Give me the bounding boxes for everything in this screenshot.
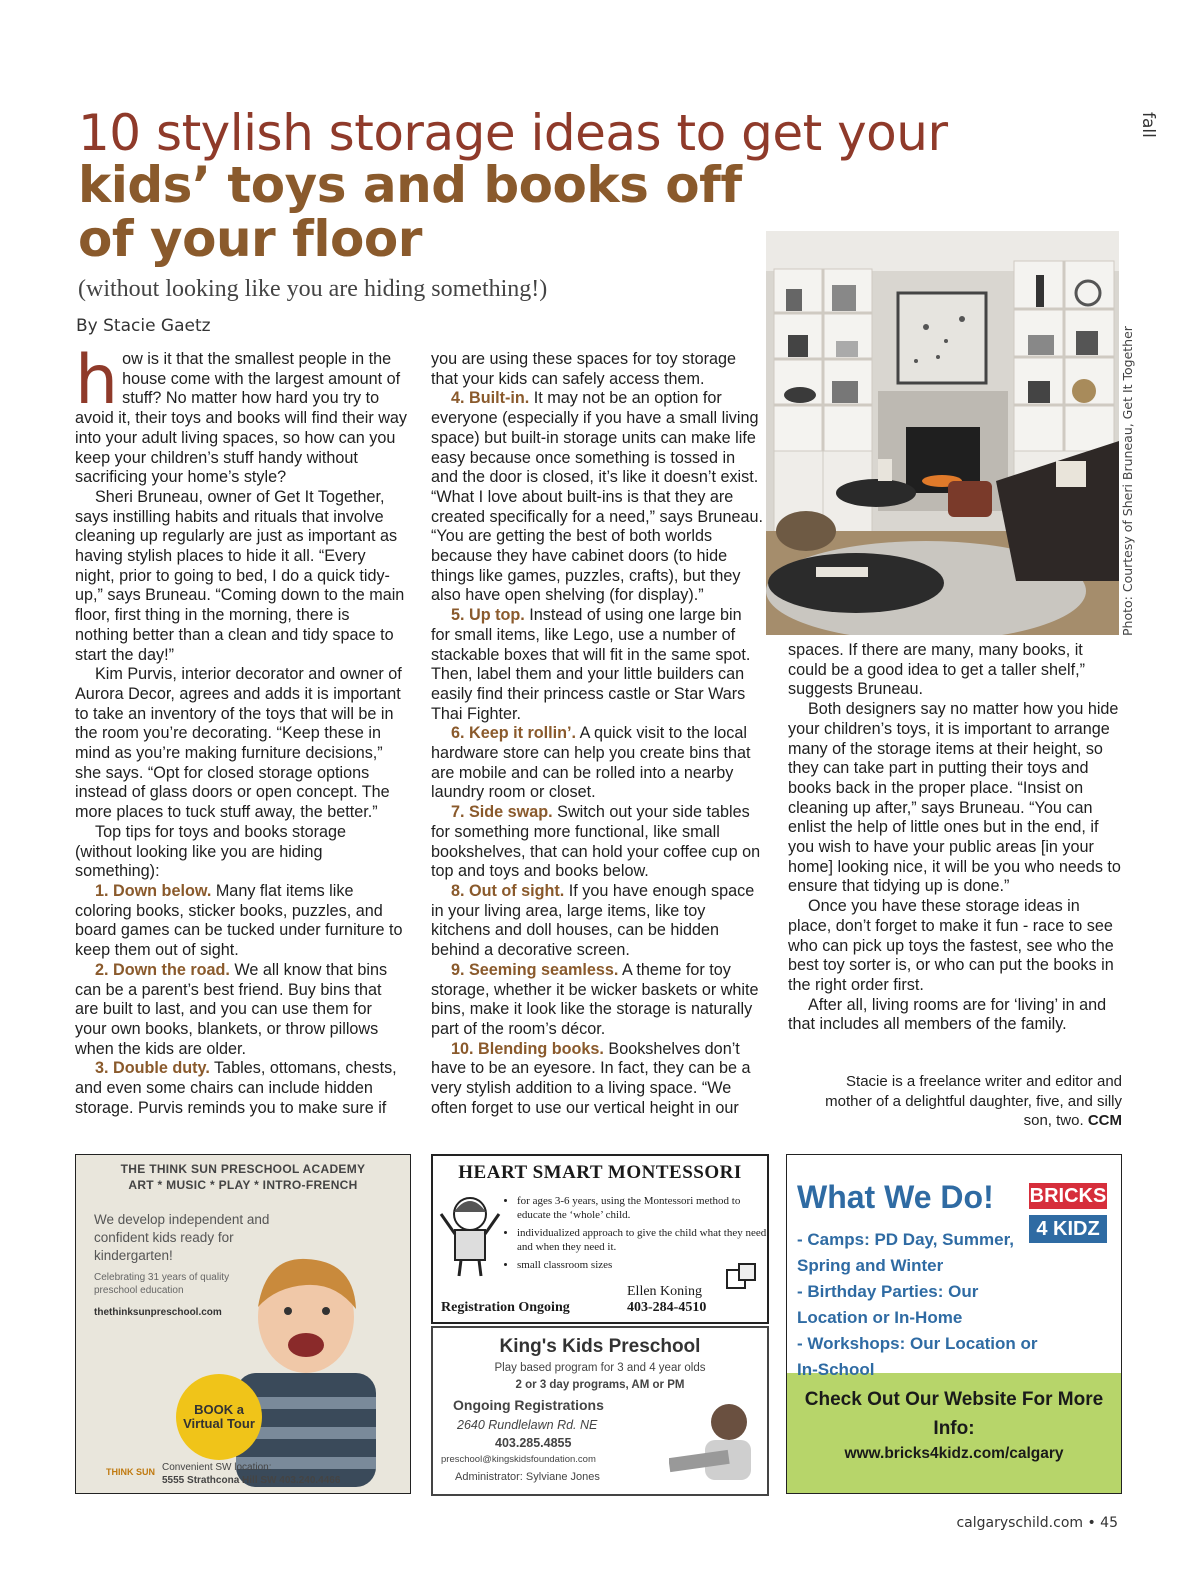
ad-think-sun-preschool[interactable] <box>75 1154 411 1494</box>
tip-label: 9. Seeming seamless. <box>451 960 619 979</box>
ad-services-list <box>797 1227 1047 1383</box>
ad-header: THE THINK SUN PRESCHOOL ACADEMY ART * MUSIC * PLAY * INTRO-FRENCH <box>120 1162 366 1192</box>
child-drawing-photo <box>669 1394 759 1484</box>
think-sun-logo: THINK SUN <box>106 1467 155 1477</box>
byline: By Stacie Gaetz <box>76 316 211 336</box>
ad-celebrating: Celebrating 31 years of quality preschool education <box>94 1272 230 1296</box>
paragraph: Sheri Bruneau, owner of Get It Together, says instilling habits and rituals that involve cleaning up regularly are just as important as having stylish places to hide it all. “Every night, prior to going to bed, I do a quick tidy-up,” says Bruneau. “Coming down to the main floor, first thing in the morning, there is nothing better than a clean and tidy space to start the day!” <box>75 487 405 664</box>
book-tour-badge[interactable]: BOOK a Virtual Tour <box>176 1374 262 1460</box>
tip-6: 6. Keep it rollin’. A quick visit to the local hardware store can help you create bins that are mobile and can be rolled into a nearby laundry room or closet. <box>431 724 751 802</box>
photo-credit: Photo: Courtesy of Sheri Bruneau, Get It Together <box>1120 326 1135 636</box>
article-subtitle: (without looking like you are hiding something!) <box>78 276 548 302</box>
ad-kings-kids-preschool[interactable] <box>431 1326 769 1496</box>
tip-1: 1. Down below. Many flat items like coloring books, sticker books, puzzles, and board games can be tucked under furniture to keep them out of sight. <box>75 881 403 960</box>
registration-status: Registration Ongoing <box>441 1300 570 1315</box>
tip-7: 7. Side swap. Switch out your side tables for something more functional, like small bookshelves, that can hold your coffee cup on top and toys and books below. <box>431 803 761 881</box>
ad-line: 2 or 3 day programs, AM or PM <box>515 1379 685 1391</box>
article-title-line2: kids’ toys and books off of your floor <box>78 156 742 268</box>
tip-2: 2. Down the road. We all know that bins can be a parent’s best friend. Buy bins that are built to last, and you can use them for your own books, blankets, or throw pillows when the kids are older. <box>75 960 388 1058</box>
ad-admin: Administrator: Sylviane Jones <box>455 1471 600 1483</box>
living-room-illustration <box>766 231 1119 635</box>
tip-label: 5. Up top. <box>451 606 525 625</box>
tip-5: 5. Up top. Instead of using one large bin for small items, like Lego, use a number of stackable boxes that will fit in the same spot. Then, label them and your little builders can easily find their princess castle or Star Wars Thai Fighter. <box>431 606 751 723</box>
article-title-line1: 10 stylish storage ideas to get your <box>78 104 948 162</box>
tip-label: 7. Side swap. <box>451 803 553 822</box>
ad-headline: What We Do! <box>797 1179 994 1215</box>
paragraph: Once you have these storage ideas in place, don’t forget to make it fun - race to see who can pick up toys the fastest, see who the best toy sorter is, or who can put the books in the right order first. <box>788 897 1114 994</box>
paragraph: Top tips for toys and books storage (without looking like you are hiding something): <box>75 822 347 881</box>
tip-label: 1. Down below. <box>95 881 212 900</box>
paragraph: Kim Purvis, interior decorator and owner of Aurora Decor, agrees and adds it is important to take an inventory of the toys that will be in the room you’re decorating. “Keep these in mind as you’re making furniture decisions,” she says. “Opt for closed storage options instead of glass doors or open concept. The more places to tuck stuff away, the better.” <box>75 665 402 822</box>
contact-name: Ellen Koning <box>627 1284 703 1299</box>
paragraph: you are using these spaces for toy storage that your kids can safely access them. <box>431 350 737 388</box>
service-item: - Workshops: Our Location or In-School <box>797 1334 1038 1379</box>
ad-email[interactable]: preschool@kingskidsfoundation.com <box>441 1454 596 1465</box>
living-room-photo <box>766 231 1119 635</box>
section-label: fall <box>1138 112 1158 138</box>
service-item: - Camps: PD Day, Summer, Spring and Winter <box>797 1230 1014 1275</box>
ad-line: Play based program for 3 and 4 year olds <box>494 1362 706 1374</box>
magazine-sign: CCM <box>1087 1112 1122 1129</box>
paragraph: Both designers say no matter how you hide your children’s toys, it is important to arrange many of the storage items at their height, so they can take part in putting their toys and books back in the proper place. “Insist on cleaning up after,” says Bruneau. “You can enlist the help of little ones but in the end, if you wish to have your public areas [in your home] looking nice, it will be you who needs to ensure that tidying up is done.” <box>788 700 1121 896</box>
ad-tagline: We develop independent and confident kids ready for kindergarten! <box>94 1212 270 1263</box>
ad-line: Ongoing Registrations <box>453 1397 604 1413</box>
author-bio: Stacie is a freelance writer and editor and mother of a delightful daughter, five, and silly son, two. CCM <box>825 1073 1122 1129</box>
service-item: - Birthday Parties: Our Location or In-Home <box>797 1282 979 1327</box>
tip-8: 8. Out of sight. If you have enough space in your living area, large items, like toy kitchens and doll houses, can be hidden behind a decorative screen. <box>431 881 755 960</box>
tip-label: 2. Down the road. <box>95 960 230 979</box>
paragraph: spaces. If there are many, many books, it could be a good idea to get a taller shelf,” suggests Bruneau. <box>788 641 1085 699</box>
page-footer: calgaryschild.com • 45 <box>956 1515 1118 1531</box>
ad-bricks-4-kidz[interactable] <box>786 1154 1122 1494</box>
ad-url[interactable]: thethinksunpreschool.com <box>94 1307 222 1318</box>
tip-9: 9. Seeming seamless. A theme for toy storage, whether it be wicker baskets or white bins, make it look like the storage is naturally part of the room’s décor. <box>431 960 759 1038</box>
ad-heart-smart-montessori[interactable] <box>431 1154 769 1324</box>
cartoon-child-icon <box>439 1192 501 1278</box>
intro-paragraph: how is it that the smallest people in the house come with the largest amount of stuff? No matter how hard you try to avoid it, their toys and books will find their way into your adult living spaces, so how can you keep your children’s stuff handy without sacrificing your home’s style? <box>75 341 408 487</box>
ad-phone[interactable]: 403.285.4855 <box>495 1436 572 1450</box>
ad-cta: Check Out Our Website For More Info: <box>804 1389 1104 1439</box>
tip-label: 4. Built-in. <box>451 389 530 408</box>
toy-blocks-icon <box>725 1260 757 1292</box>
tip-label: 3. Double duty. <box>95 1059 210 1078</box>
ad-bullets: • for ages 3-6 years, using the Montessori method to educate the ‘whole’ child. • individualized approach to give the child what they need and when they need it. • small classroom sizes <box>505 1194 769 1276</box>
tip-4: 4. Built-in. It may not be an option for everyone (especially if you have a small living space) but built-in storage units can make life easy because once something is tossed in and the door is closed, it’s like it doesn’t exist. “What I love about built-ins is that they are created specifically for a need,” says Bruneau. “You are getting the best of both worlds because they have cabinet doors (to hide things like games, puzzles, crafts), but they also have open shelving (for display).” <box>431 389 764 605</box>
dropcap: h <box>75 341 119 420</box>
ad-address: 2640 Rundlelawn Rd. NE <box>457 1418 598 1432</box>
article-column-3 <box>788 641 1122 1035</box>
tip-label: 10. Blending books. <box>451 1039 604 1058</box>
bricks-logo-top: BRICKS <box>1029 1185 1107 1207</box>
paragraph: After all, living rooms are for ‘living’ in and that includes all members of the family. <box>788 995 1107 1034</box>
ad-title: HEART SMART MONTESSORI <box>458 1162 742 1183</box>
article-column-1 <box>75 341 408 1118</box>
ad-location: Convenient SW location: 5555 Strathcona Hill SW 403.240.4466 <box>162 1462 341 1486</box>
tip-3: 3. Double duty. Tables, ottomans, chests, and even some chairs can include hidden storage. Purvis reminds you to make sure if <box>75 1059 397 1117</box>
tip-10: 10. Blending books. Bookshelves don’t have to be an eyesore. In fact, they can be a very stylish addition to a living space. “We often forget to use our vertical height in our <box>431 1039 751 1117</box>
tip-label: 6. Keep it rollin’. <box>451 724 577 743</box>
bricks-logo-bottom: 4 KIDZ <box>1029 1215 1107 1243</box>
ad-url[interactable]: www.bricks4kidz.com/calgary <box>844 1445 1064 1462</box>
tip-label: 8. Out of sight. <box>451 881 565 900</box>
ad-title: King's Kids Preschool <box>499 1336 701 1357</box>
article-column-2 <box>431 350 765 1118</box>
contact-phone[interactable]: 403-284-4510 <box>627 1300 707 1315</box>
